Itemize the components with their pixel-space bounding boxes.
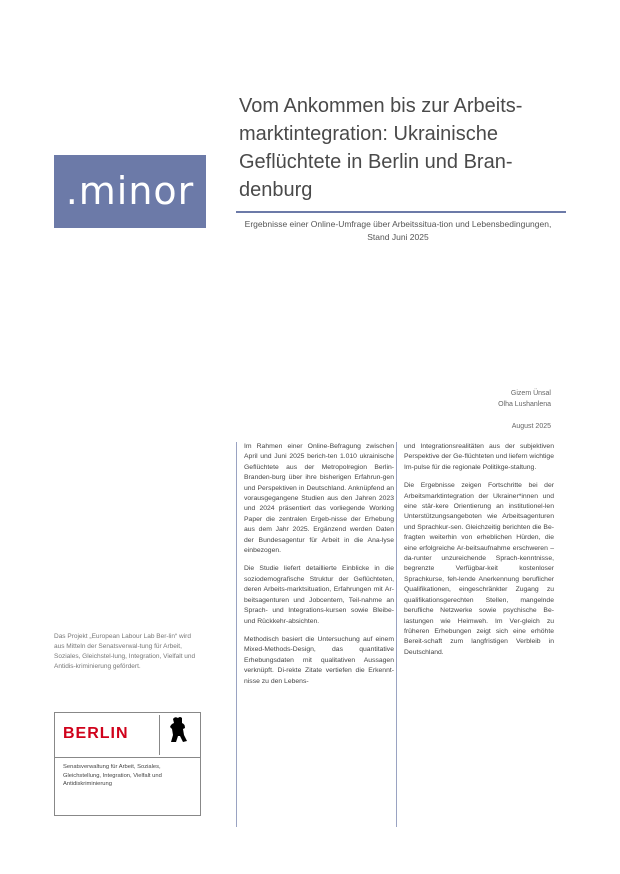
title-divider bbox=[236, 211, 566, 213]
column-rule bbox=[396, 442, 397, 827]
paragraph: Die Studie liefert detaillierte Einblicke in die soziodemografische Struktur der Geflüchteten, deren Arbeits-marktsituation, Erfahrungen mit Ar-beitsagenturen und Jobcentern, Teil-nahme an Sprach- und Integrations-kursen sowie Bleibe- und Rückkehr-absichten. bbox=[244, 565, 394, 625]
department-name: Senatsverwaltung für Arbeit, Soziales, Gleichstellung, Integration, Vielfalt und Antidiskriminierung bbox=[63, 764, 162, 787]
abstract-column-1 bbox=[244, 442, 394, 695]
logo-divider bbox=[55, 757, 200, 758]
paragraph: Methodisch basiert die Untersuchung auf einem Mixed-Methods-Design, das quantitative Erhebungsdaten mit qualitativen Aussagen verknüpft. Di-rekte Zitate vertiefen die Erkennt-nisse zu den Lebens- bbox=[244, 635, 394, 685]
berlin-wordmark: BERLIN bbox=[63, 725, 129, 742]
berlin-bear-icon bbox=[159, 715, 196, 755]
paragraph: Im Rahmen einer Online-Befragung zwischen April und Juni 2025 berich-ten 1.010 ukrainische Geflüchtete aus der Metropolregion Berlin-Branden-burg über ihre bisherigen Erfahrun-gen und Perspektiven in Deutschland. Anknüpfend an vorausgegangene Studien aus den Jahren 2023 und 2024 präsentiert das vorliegende Working Paper die zentralen Ergeb-nisse der Erhebung aus dem Jahr 2025. Ergänzend werden Daten der Bundesagentur für Arbeit in die Ana-lyse einbezogen. bbox=[244, 443, 394, 555]
author-name: Olha Lushanlena bbox=[498, 401, 551, 408]
page-subtitle: Ergebnisse einer Online-Umfrage über Arbeitssitua-tion und Lebensbedingungen, Stand Juni 2025 bbox=[244, 219, 552, 242]
paragraph: Die Ergebnisse zeigen Fortschritte bei der Arbeitsmarktintegration der Ukrainer*innen und eine stär-kere Orientierung an institutionel-len Unterstützungsangeboten wie Arbeitsagenturen und Sprachkur-sen. Gleichzeitig berichten die Be-fragten weiterhin von erheblichen Hürden, die eine erfolgreiche Ar-beitsaufnahme erschweren – da-runter unzureichende Sprach-kenntnisse, begrenzte Verfügbar-keit kostenloser Sprachkurse, feh-lende Anerkennung beruflicher Qualifikationen, eingeschränkter Zugang zu qualifikationsgerechten Stellen, mangelnde berufliche Netzwerke sowie psychische Be-lastungen wie Heimweh. Im Ver-gleich zu früheren Erhebungen zeigt sich eine erhöhte Bereit-schaft zum langfristigen Verbleib in Deutschland. bbox=[404, 482, 554, 656]
abstract-column-2 bbox=[404, 442, 554, 666]
minor-logo: .minor bbox=[54, 155, 206, 228]
berlin-logo bbox=[54, 712, 201, 816]
page-title: Vom Ankommen bis zur Arbeits-marktintegration: Ukrainische Geflüchtete in Berlin und Bran-denburg bbox=[239, 95, 523, 201]
paragraph: und Integrationsrealitäten aus der subjektiven Perspektive der Ge-flüchteten und liefern wichtige Im-pulse für die regionale Politikge-staltung. bbox=[404, 443, 554, 471]
publication-date: August 2025 bbox=[511, 423, 551, 430]
author-name: Gizem Ünsal bbox=[510, 390, 551, 397]
authors bbox=[351, 388, 551, 410]
column-rule bbox=[236, 442, 237, 827]
funding-note: Das Projekt „European Labour Lab Ber-lin“ wird aus Mitteln der Senatsverwal-tung für Arbeit, Soziales, Gleichstel-lung, Integration, Vielfalt und Antidis-kriminierung gefördert. bbox=[54, 633, 196, 670]
